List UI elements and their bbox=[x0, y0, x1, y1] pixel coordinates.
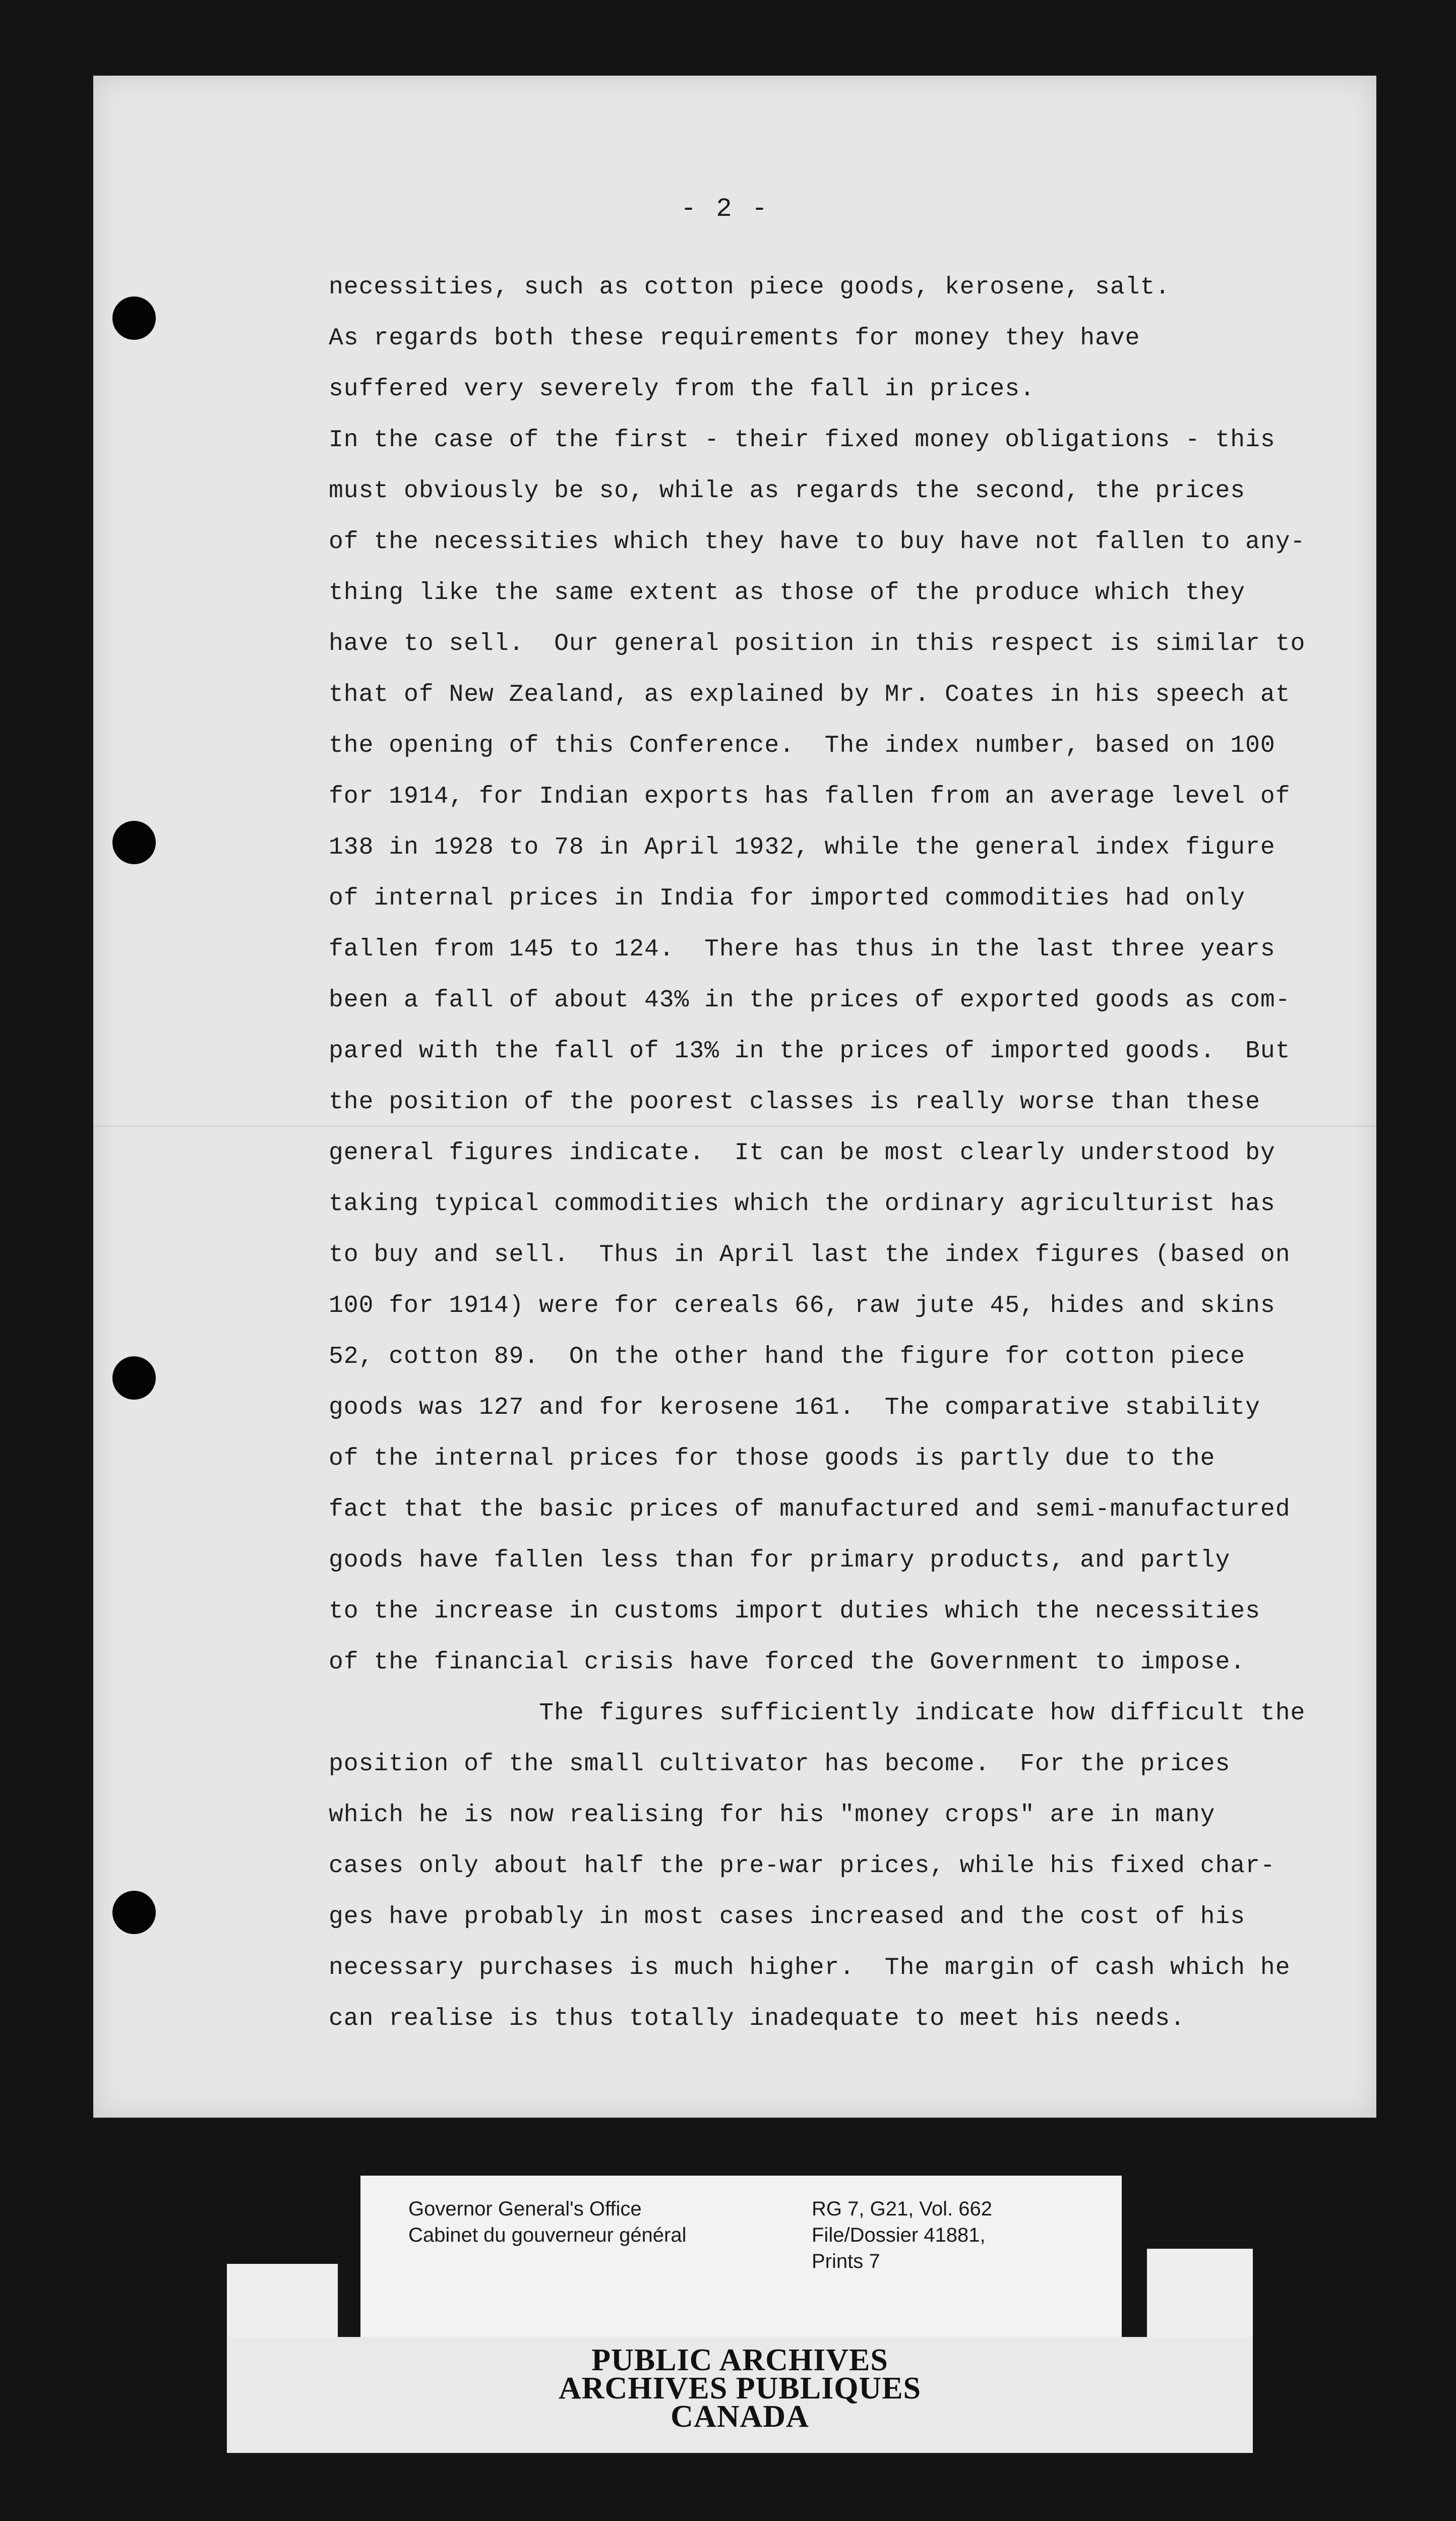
text-line: that of New Zealand, as explained by Mr. Coates in his speech at bbox=[329, 681, 1291, 708]
punch-hole-3 bbox=[112, 1356, 156, 1400]
text-line: general figures indicate. It can be most clearly understood by bbox=[329, 1139, 1276, 1167]
office-french: Cabinet du gouverneur général bbox=[408, 2224, 687, 2246]
record-group-reference: RG 7, G21, Vol. 662 bbox=[812, 2198, 992, 2220]
text-line: necessities, such as cotton piece goods, kerosene, salt. bbox=[329, 274, 1171, 301]
stamp-line-english: PUBLIC ARCHIVES bbox=[591, 2343, 888, 2377]
text-line: of internal prices in India for imported commodities had only bbox=[329, 885, 1246, 912]
stamp-line-country: CANADA bbox=[671, 2399, 809, 2434]
text-line: the position of the poorest classes is really worse than these bbox=[329, 1089, 1260, 1116]
text-line: goods was 127 and for kerosene 161. The comparative stability bbox=[329, 1394, 1260, 1421]
file-number: File/Dossier 41881, bbox=[812, 2224, 986, 2246]
text-line: to buy and sell. Thus in April last the index figures (based on bbox=[329, 1241, 1291, 1269]
typed-body-text bbox=[329, 262, 1337, 2045]
text-line: to the increase in customs import duties which the necessities bbox=[329, 1598, 1260, 1625]
text-line: must obviously be so, while as regards the second, the prices bbox=[329, 477, 1246, 505]
punch-hole-2 bbox=[112, 821, 156, 864]
text-line: As regards both these requirements for money they have bbox=[329, 325, 1140, 352]
text-line: suffered very severely from the fall in prices. bbox=[329, 376, 1035, 403]
punch-hole-1 bbox=[112, 296, 156, 340]
text-line: necessary purchases is much higher. The margin of cash which he bbox=[329, 1954, 1291, 1982]
text-line: position of the small cultivator has become. For the prices bbox=[329, 1751, 1231, 1778]
text-line: taking typical commodities which the ordinary agriculturist has bbox=[329, 1190, 1276, 1218]
text-line: pared with the fall of 13% in the prices of imported goods. But bbox=[329, 1038, 1291, 1065]
text-line: In the case of the first - their fixed money obligations - this bbox=[329, 427, 1276, 454]
text-line: of the financial crisis have forced the Government to impose. bbox=[329, 1649, 1246, 1676]
card-reference-block bbox=[812, 2196, 992, 2274]
text-line: been a fall of about 43% in the prices of exported goods as com- bbox=[329, 987, 1291, 1014]
office-english: Governor General's Office bbox=[408, 2198, 642, 2220]
archive-reference-card bbox=[360, 2176, 1122, 2337]
text-line: fallen from 145 to 124. There has thus in the last three years bbox=[329, 936, 1276, 963]
text-line: goods have fallen less than for primary products, and partly bbox=[329, 1547, 1231, 1574]
text-line: thing like the same extent as those of the produce which they bbox=[329, 579, 1246, 607]
text-line: can realise is thus totally inadequate to meet his needs. bbox=[329, 2005, 1185, 2032]
text-line: 52, cotton 89. On the other hand the figure for cotton piece bbox=[329, 1343, 1246, 1370]
text-line: have to sell. Our general position in this respect is similar to bbox=[329, 630, 1306, 657]
text-line: 100 for 1914) were for cereals 66, raw jute 45, hides and skins bbox=[329, 1292, 1276, 1319]
prints-number: Prints 7 bbox=[812, 2250, 880, 2272]
text-line: fact that the basic prices of manufactured and semi-manufactured bbox=[329, 1496, 1291, 1523]
text-line: The figures sufficiently indicate how difficult the bbox=[329, 1700, 1306, 1727]
text-line: which he is now realising for his "money crops" are in many bbox=[329, 1802, 1216, 1829]
page-number: - 2 - bbox=[681, 194, 770, 224]
text-line: of the internal prices for those goods is partly due to the bbox=[329, 1445, 1216, 1472]
text-line: 138 in 1928 to 78 in April 1932, while the general index figure bbox=[329, 834, 1276, 861]
stamp-line-french: ARCHIVES PUBLIQUES bbox=[558, 2371, 922, 2406]
text-line: ges have probably in most cases increased and the cost of his bbox=[329, 1903, 1246, 1931]
text-line: of the necessities which they have to buy have not fallen to any- bbox=[329, 528, 1306, 556]
text-line: cases only about half the pre-war prices, while his fixed char- bbox=[329, 1852, 1276, 1880]
public-archives-stamp bbox=[227, 2337, 1253, 2453]
text-line: for 1914, for Indian exports has fallen from an average level of bbox=[329, 783, 1291, 810]
card-office-block bbox=[408, 2196, 687, 2248]
punch-hole-4 bbox=[112, 1891, 156, 1934]
text-line: the opening of this Conference. The index number, based on 100 bbox=[329, 732, 1276, 759]
